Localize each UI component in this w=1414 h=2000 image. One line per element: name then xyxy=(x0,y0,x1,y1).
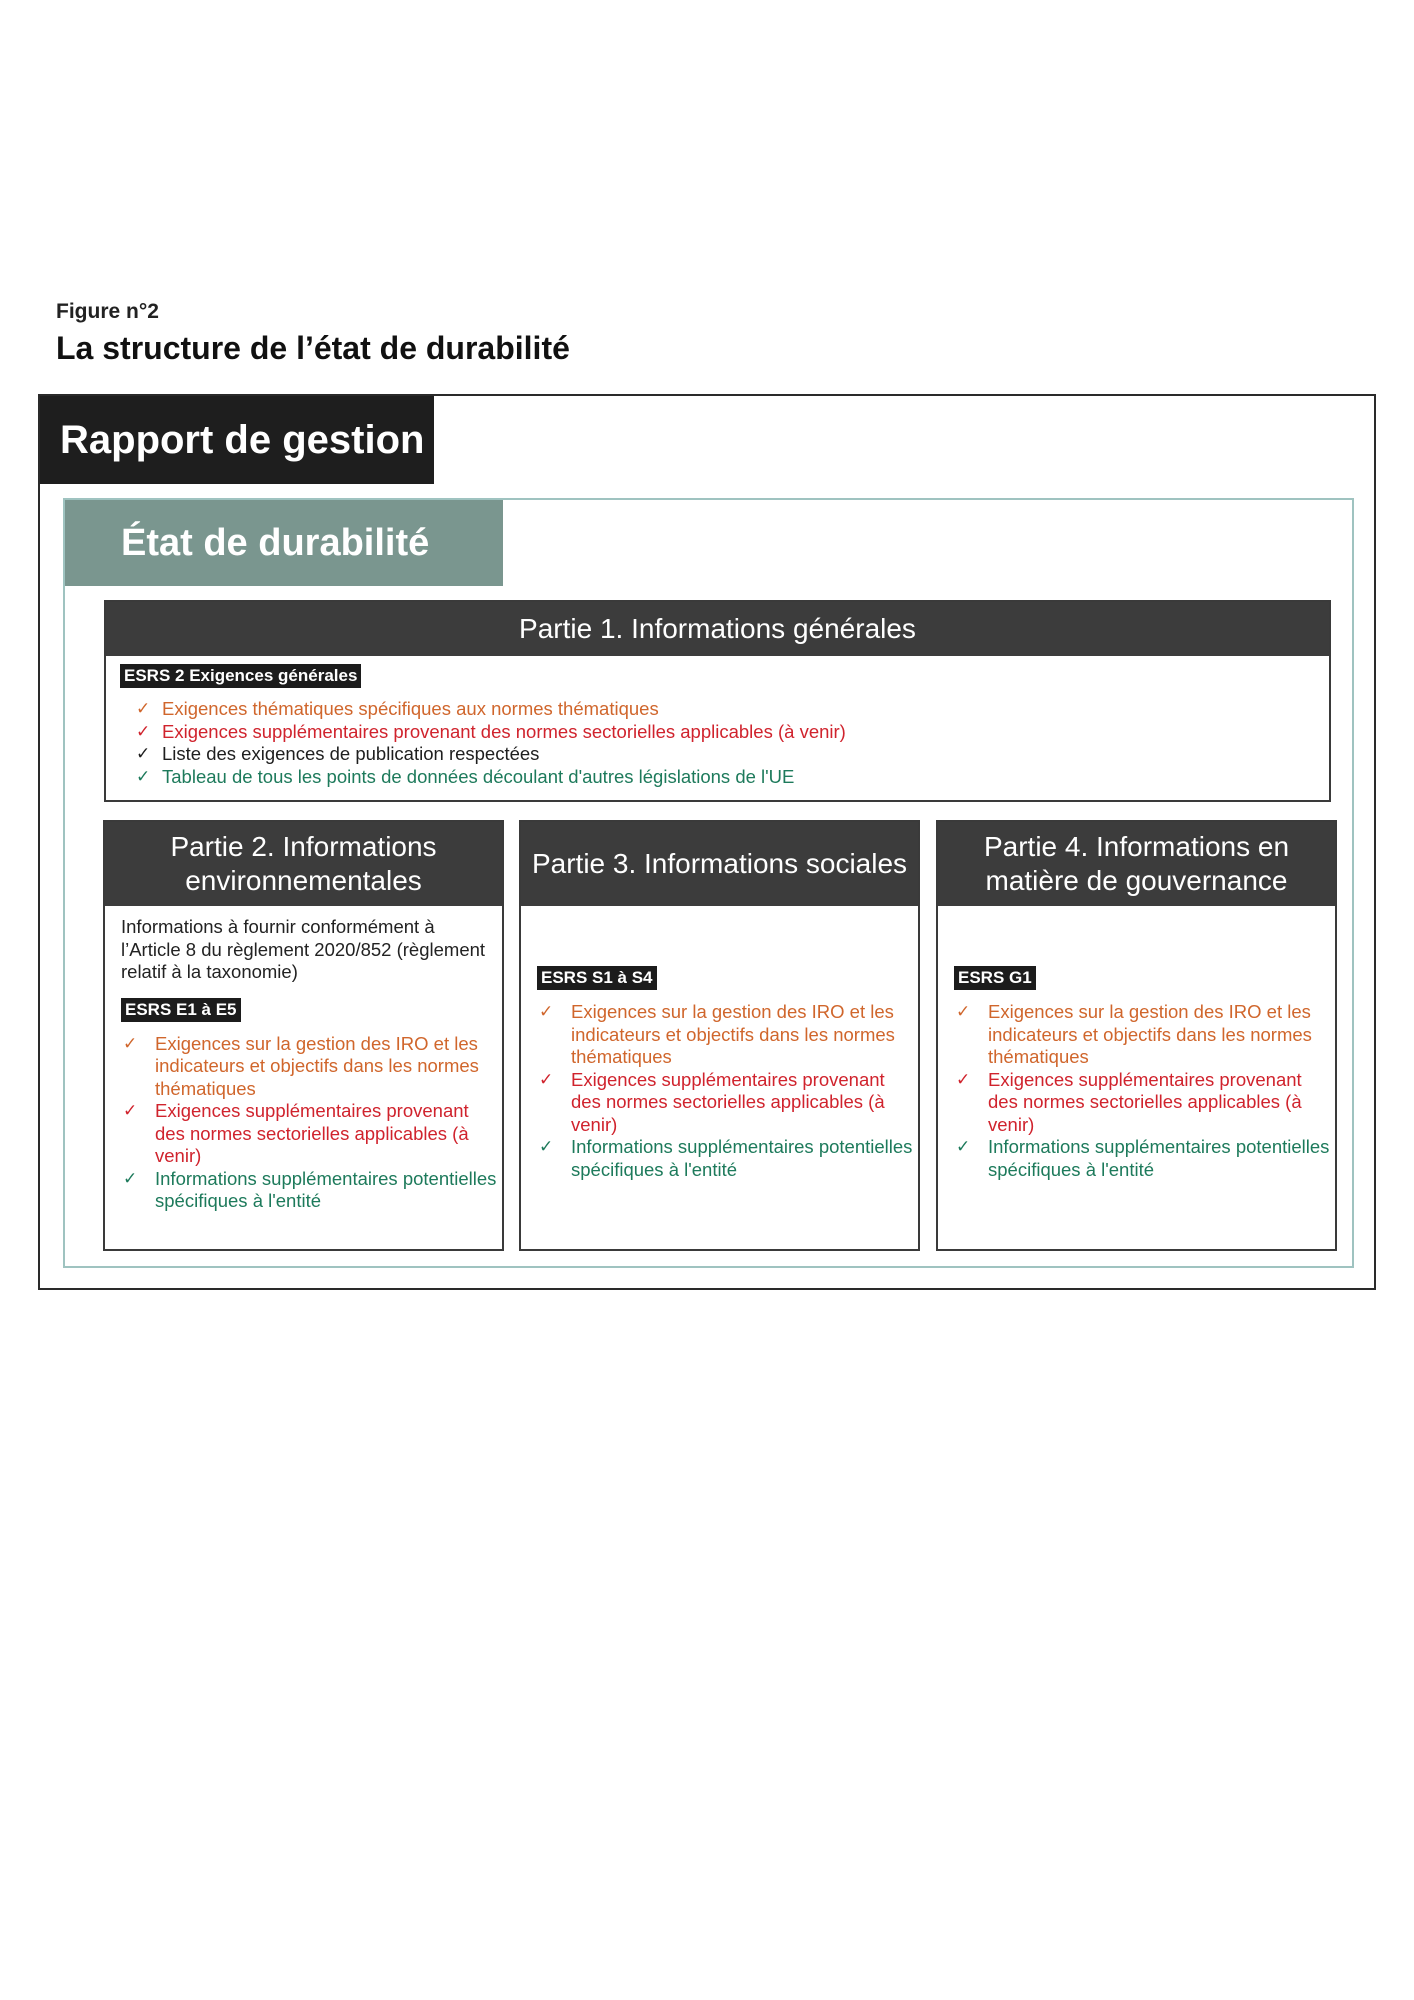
partie-4-box xyxy=(936,820,1337,1251)
list-item: ✓ Exigences supplémentaires provenant des normes sectorielles applicables (à venir) xyxy=(539,1068,885,1135)
check-icon: ✓ xyxy=(136,699,151,718)
check-icon: ✓ xyxy=(123,1168,138,1188)
partie-1-list xyxy=(120,698,1329,788)
check-icon: ✓ xyxy=(136,766,151,786)
check-icon: ✓ xyxy=(136,721,151,741)
list-item: ✓ Exigences supplémentaires provenant des normes sectorielles applicables (à venir) xyxy=(956,1068,1302,1135)
partie-2-list xyxy=(121,1033,502,1213)
list-item: ✓ Informations supplémentaires potentielles spécifiques à l'entité xyxy=(956,1136,1330,1180)
partie-3-box xyxy=(519,820,920,1251)
check-icon: ✓ xyxy=(956,1002,971,1021)
figure-title: La structure de l’état de durabilité xyxy=(56,330,570,366)
partie-2-box xyxy=(103,820,504,1251)
partie-2-intro: Informations à fournir conformément à l’Article 8 du règlement 2020/852 (règlement relatif à la taxonomie) xyxy=(121,916,486,982)
check-icon: ✓ xyxy=(136,744,151,763)
check-icon: ✓ xyxy=(956,1137,971,1156)
partie-1-box xyxy=(104,600,1331,802)
list-item: ✓ Liste des exigences de publication respectées xyxy=(136,743,540,764)
rapport-de-gestion-label: Rapport de gestion xyxy=(40,396,434,484)
list-item: ✓ Informations supplémentaires potentielles spécifiques à l'entité xyxy=(123,1167,497,1211)
partie-3-list xyxy=(537,1001,918,1181)
list-item: ✓ Tableau de tous les points de données découlant d'autres législations de l'UE xyxy=(136,765,795,787)
partie-4-list xyxy=(954,1001,1335,1181)
list-item: ✓ Informations supplémentaires potentielles spécifiques à l'entité xyxy=(539,1136,913,1180)
check-icon: ✓ xyxy=(539,1137,554,1156)
figure-label: Figure n°2 xyxy=(56,300,159,323)
partie-4-tag: ESRS G1 xyxy=(954,966,1036,990)
list-item: ✓ Exigences sur la gestion des IRO et les indicateurs et objectifs dans les normes thématiques xyxy=(539,1001,895,1067)
partie-3-tag: ESRS S1 à S4 xyxy=(537,966,657,990)
list-item: ✓ Exigences supplémentaires provenant des normes sectorielles applicables (à venir) xyxy=(136,720,846,742)
partie-3-title: Partie 3. Informations sociales xyxy=(521,822,918,906)
etat-de-durabilite-label: État de durabilité xyxy=(65,500,503,586)
partie-2-tag: ESRS E1 à E5 xyxy=(121,998,241,1022)
check-icon: ✓ xyxy=(956,1069,971,1089)
partie-1-tag: ESRS 2 Exigences générales xyxy=(120,664,361,688)
partie-2-title: Partie 2. Informations environnementales xyxy=(105,822,502,906)
partie-1-title: Partie 1. Informations générales xyxy=(106,602,1329,656)
check-icon: ✓ xyxy=(123,1101,138,1120)
list-item: ✓ Exigences sur la gestion des IRO et les indicateurs et objectifs dans les normes thématiques xyxy=(956,1001,1312,1067)
check-icon: ✓ xyxy=(123,1033,138,1053)
list-item: ✓ Exigences thématiques spécifiques aux normes thématiques xyxy=(136,698,659,719)
list-item: ✓ Exigences sur la gestion des IRO et les indicateurs et objectifs dans les normes thématiques xyxy=(123,1032,479,1099)
list-item: ✓ Exigences supplémentaires provenant des normes sectorielles applicables (à venir) xyxy=(123,1100,469,1166)
check-icon: ✓ xyxy=(539,1002,554,1021)
partie-4-title: Partie 4. Informations en matière de gouvernance xyxy=(938,822,1335,906)
check-icon: ✓ xyxy=(539,1069,554,1089)
